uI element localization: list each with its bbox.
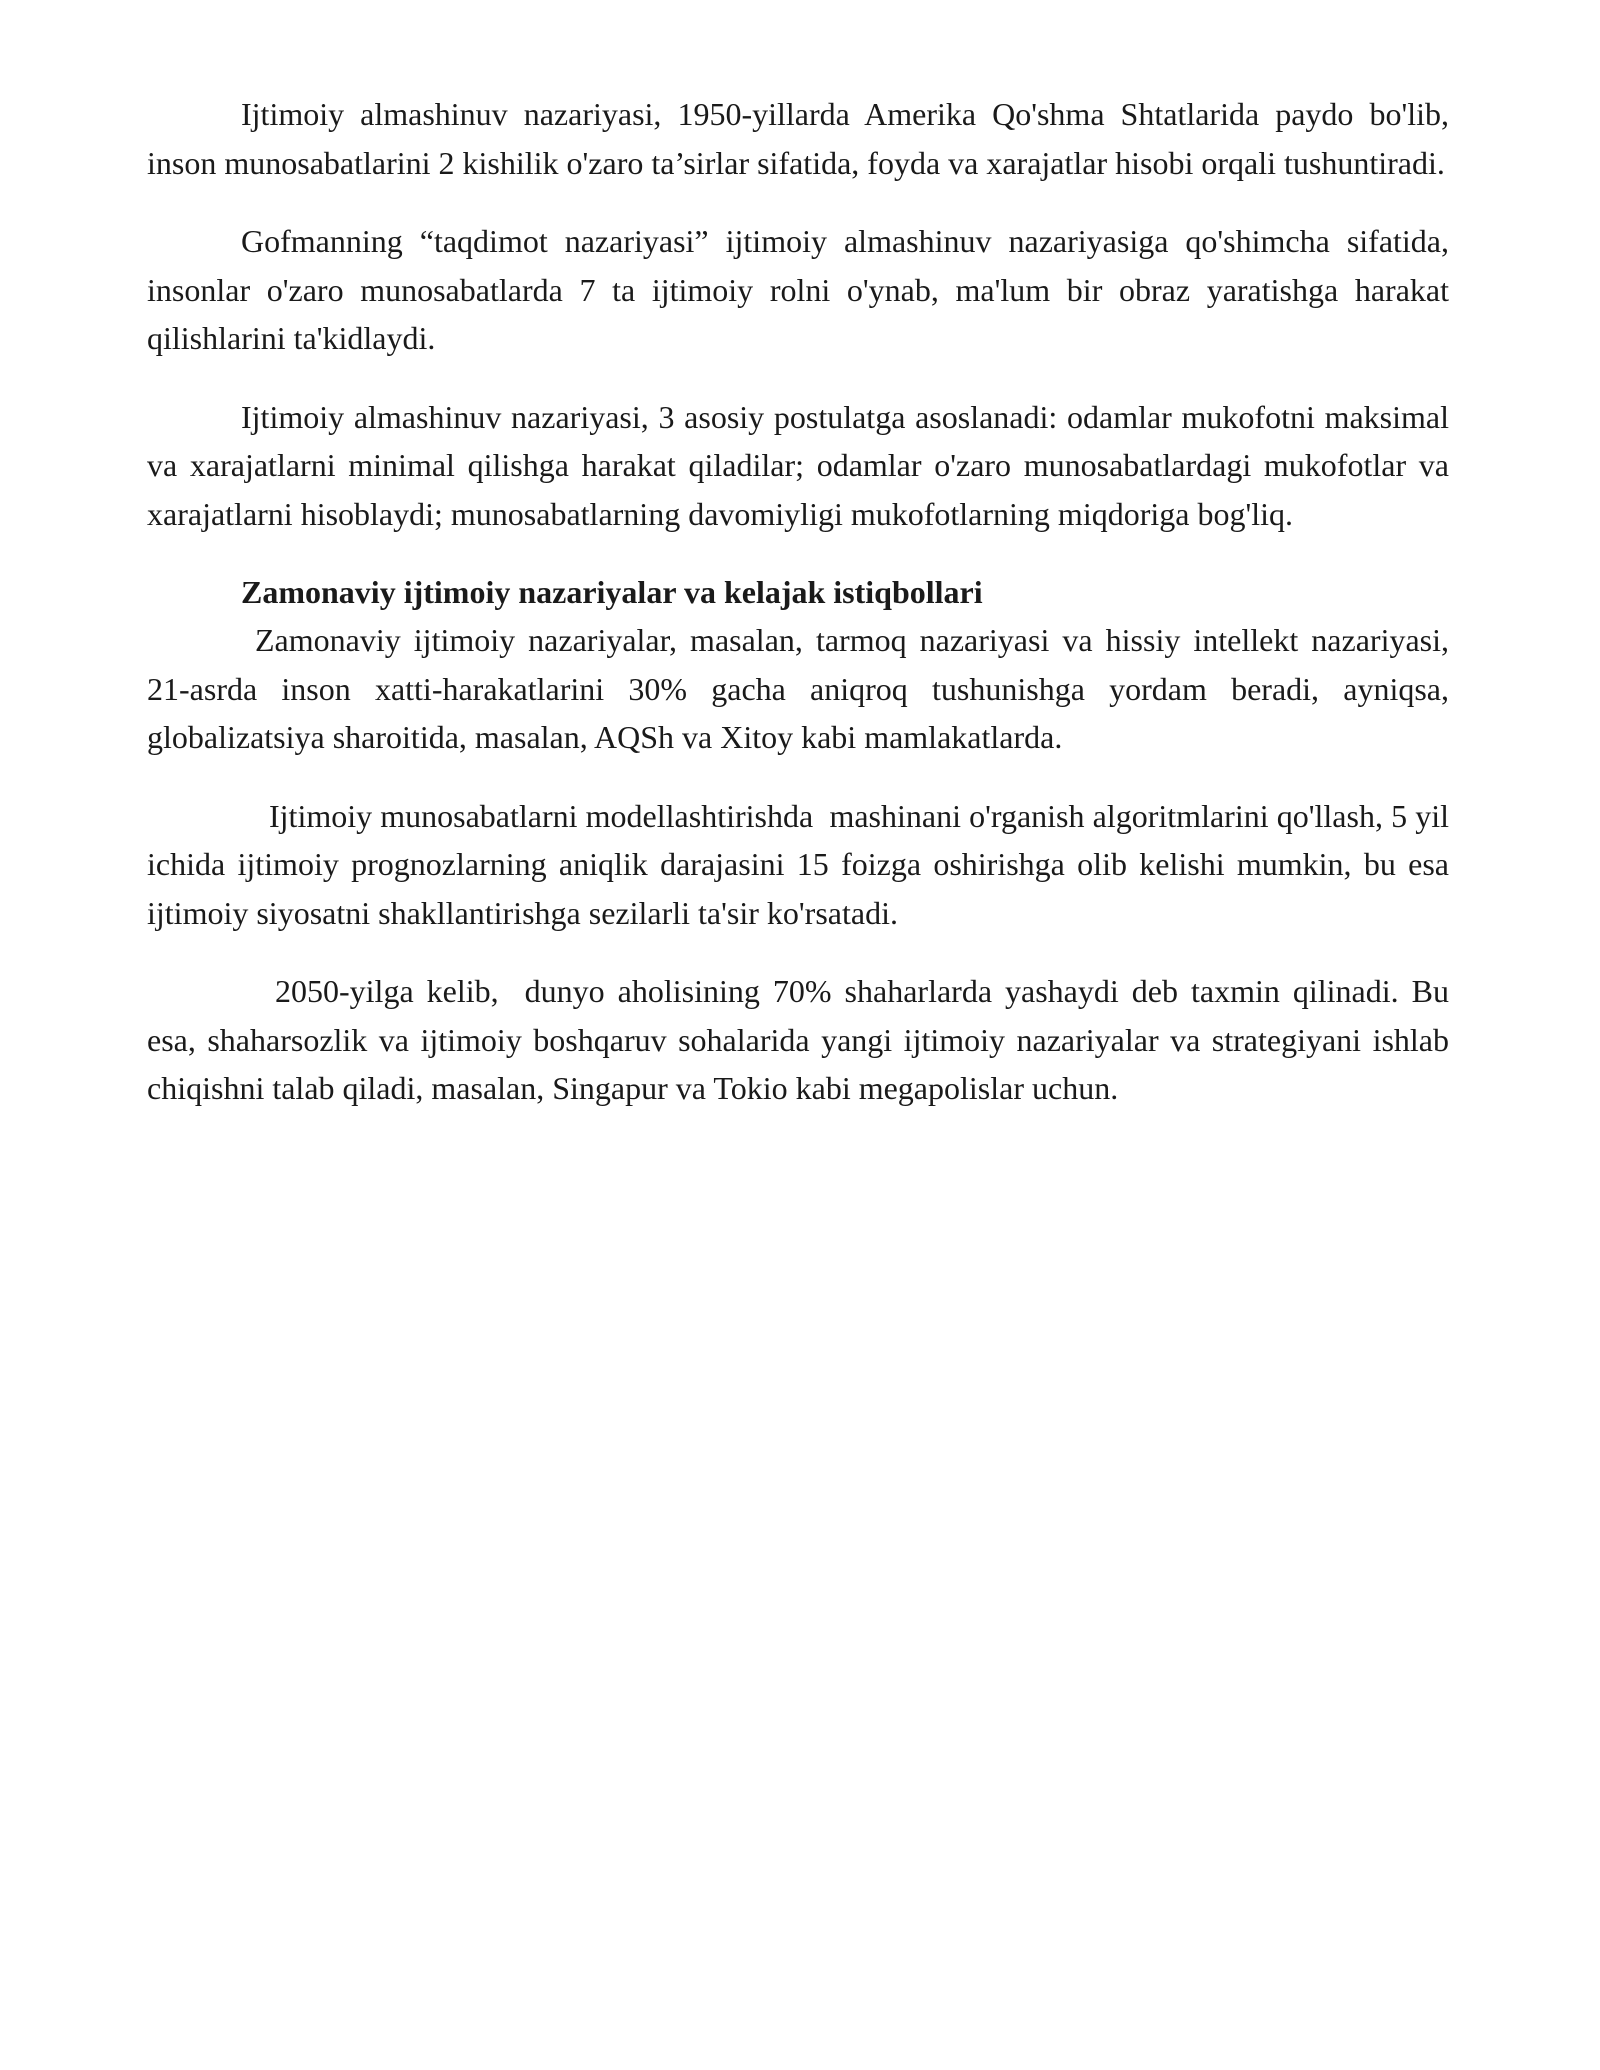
paragraph-machine-learning: Ijtimoiy munosabatlarni modellashtirishda mashinani o'rganish algoritmlarini qo'llash, 5 yil ichida ijtimoiy prognozlarning aniqlik darajasini 15 foizga oshirishga olib kelishi mumkin, bu esa ijtimoiy siyosatni shakllantirishga sezilarli ta'sir ko'rsatadi. xyxy=(147,797,1457,931)
paragraph-goffman-theory: Gofmanning “taqdimot nazariyasi” ijtimoiy almashinuv nazariyasiga qo'shimcha sifatida, insonlar o'zaro munosabatlarda 7 ta ijtimoiy rolni o'ynab, ma'lum bir obraz yaratishga harakat qilishlarini ta'kidlaydi. xyxy=(147,223,1449,356)
paragraph-urbanization: 2050-yilga kelib, dunyo aholisining 70% shaharlarda yashaydi deb taxmin qilinadi. Bu esa, shaharsozlik va ijtimoiy boshqaruv sohalarida yangi ijtimoiy nazariyalar va strategiyani ishlab chiqishni talab qiladi, masalan, Singapur va Tokio kabi megapolislar uchun. xyxy=(147,973,1457,1106)
document-body xyxy=(147,90,1457,1143)
paragraph-modern-theories: Zamonaviy ijtimoiy nazariyalar, masalan, tarmoq nazariyasi va hissiy intellekt nazariyasi, 21-asrda inson xatti-harakatlarini 30% gacha aniqroq tushunishga yordam beradi, ayniqsa, globalizatsiya sharoitida, masalan, AQSh va Xitoy kabi mamlakatlarda. xyxy=(147,622,1449,755)
paragraph-exchange-theory: Ijtimoiy almashinuv nazariyasi, 1950-yillarda Amerika Qo'shma Shtatlarida paydo bo'lib, inson munosabatlarini 2 kishilik o'zaro ta’sirlar sifatida, foyda va xarajatlar hisobi orqali tushuntiradi. xyxy=(147,96,1449,181)
section-heading: Zamonaviy ijtimoiy nazariyalar va kelajak istiqbollari xyxy=(241,574,983,610)
paragraph-postulates: Ijtimoiy almashinuv nazariyasi, 3 asosiy postulatga asoslanadi: odamlar mukofotni maksimal va xarajatlarni minimal qilishga harakat qiladilar; odamlar o'zaro munosabatlardagi mukofotlar va xarajatlarni hisoblaydi; munosabatlarning davomiyligi mukofotlarning miqdoriga bog'liq. xyxy=(147,398,1449,532)
